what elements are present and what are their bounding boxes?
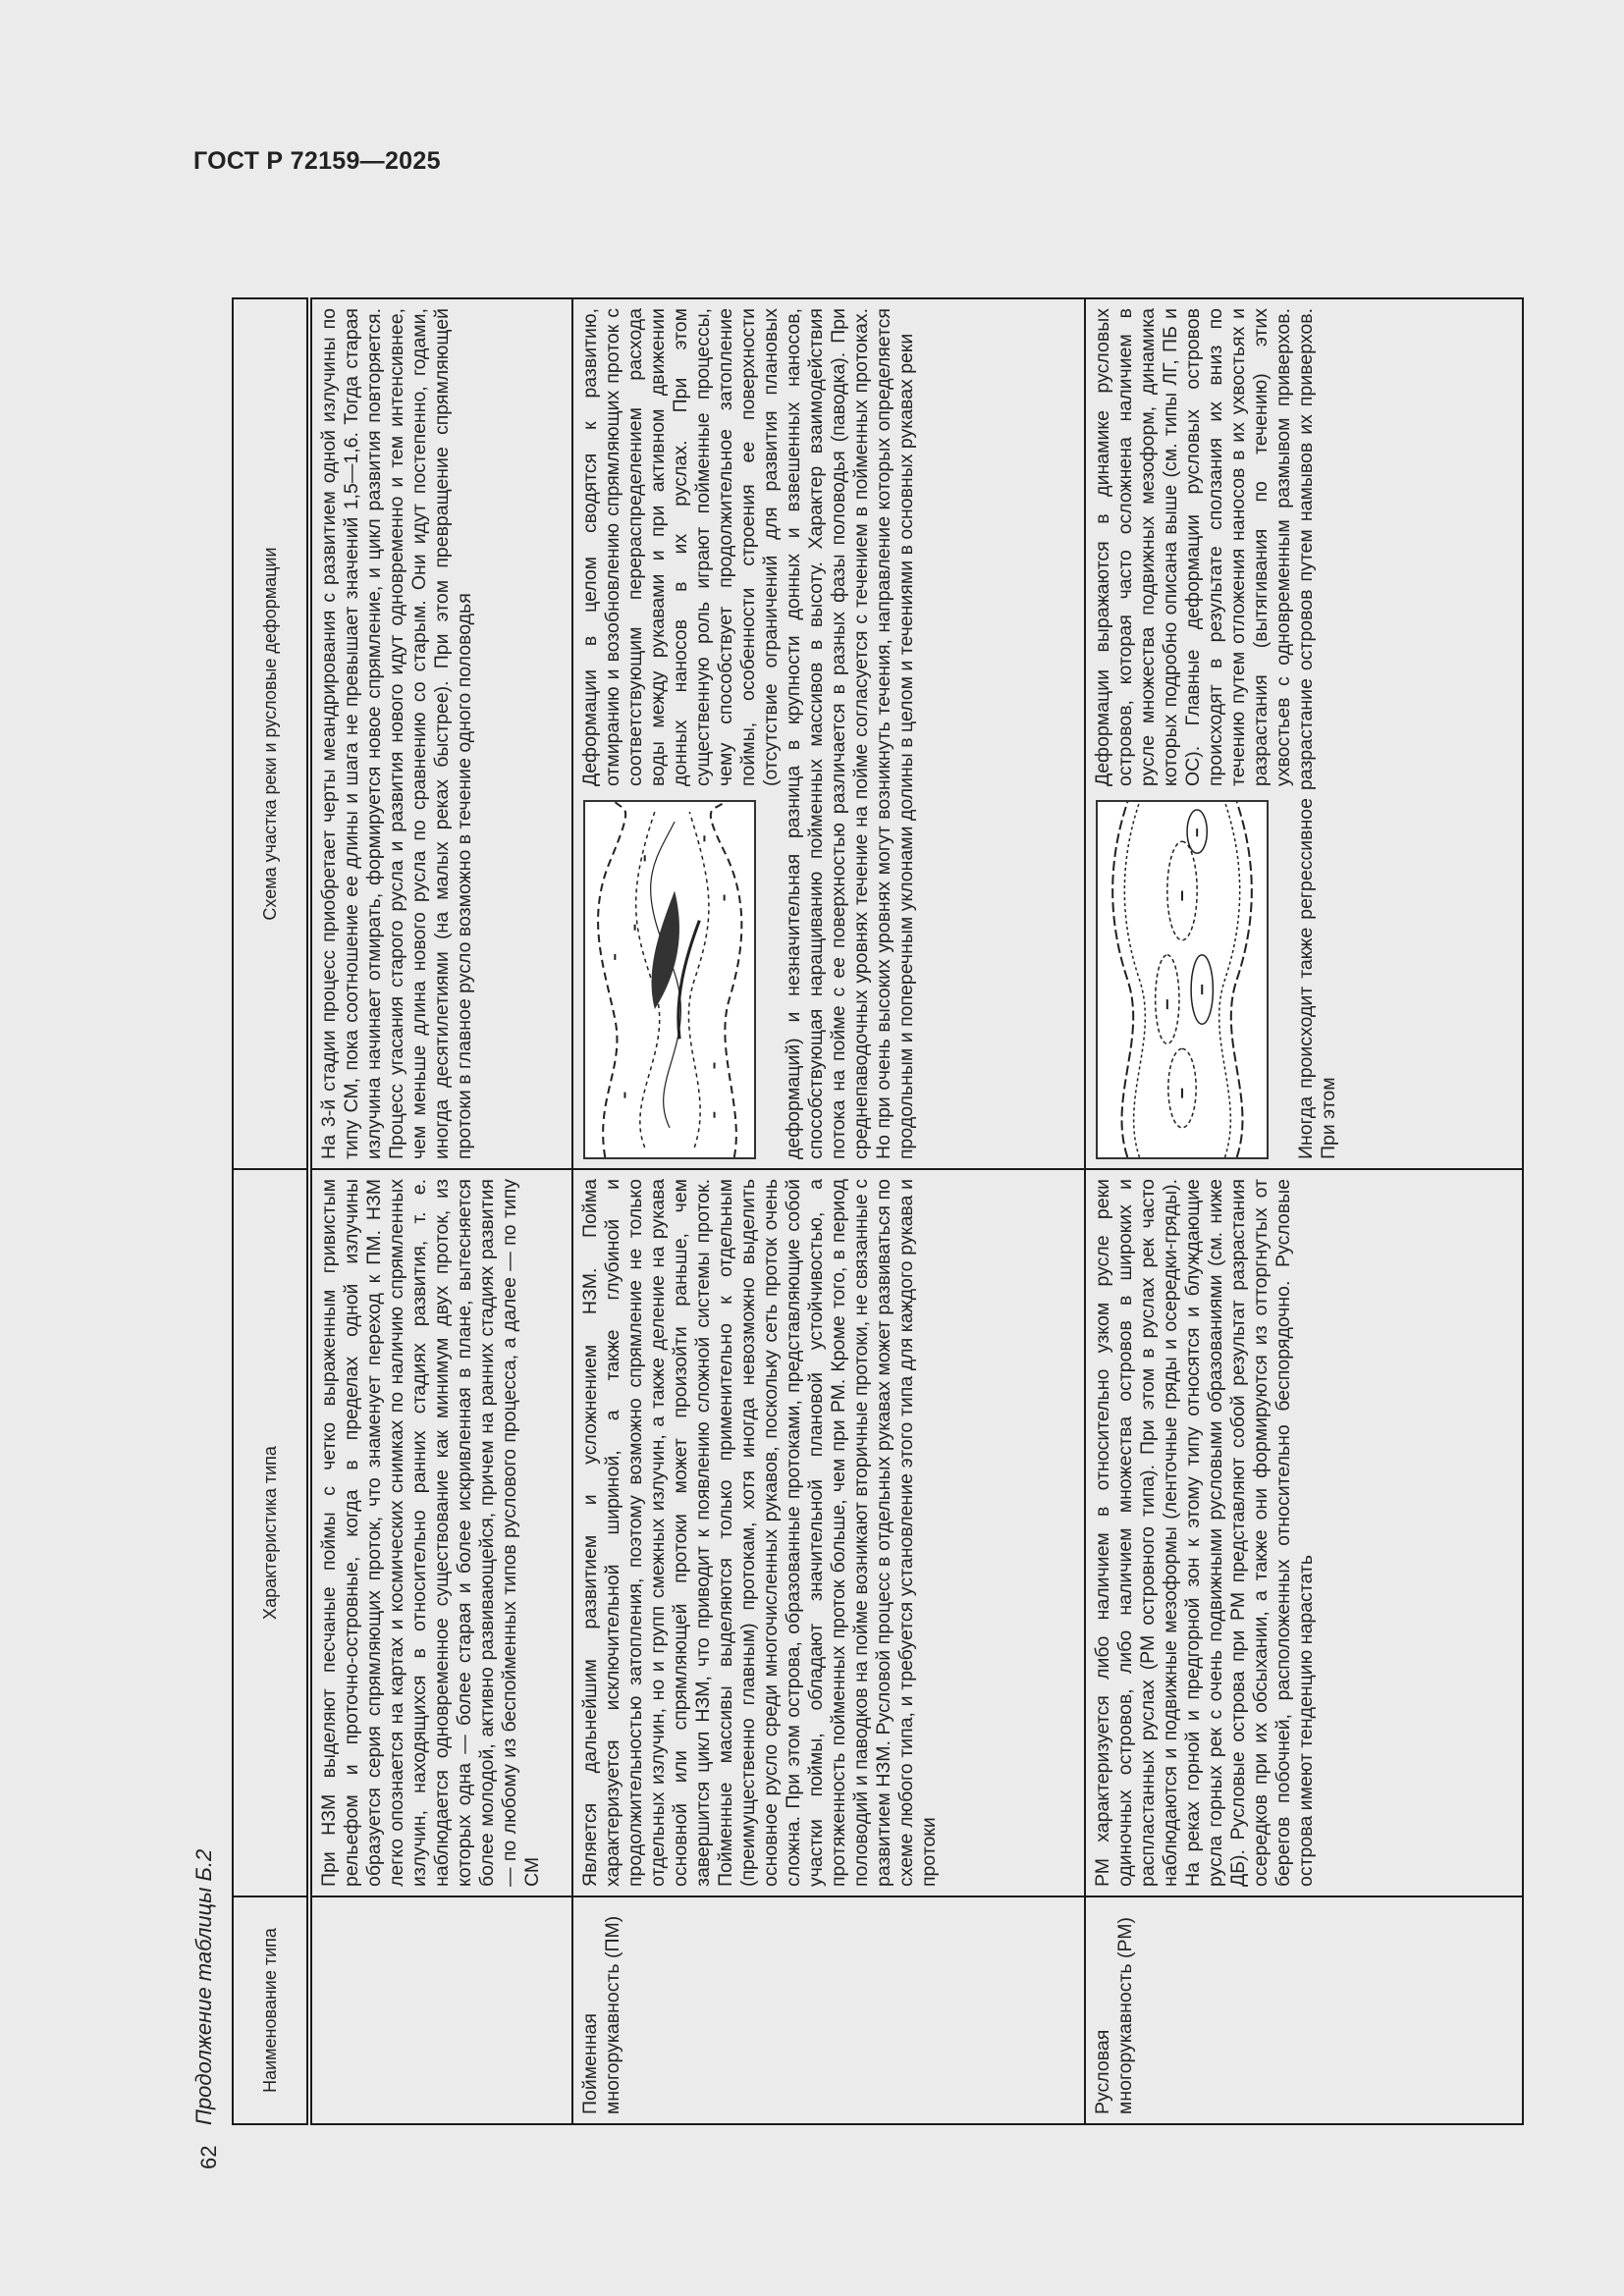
rotated-page-content bbox=[177, 177, 1512, 2169]
type-name-cell: Русловая многорукавность (РМ) bbox=[1085, 1896, 1523, 2124]
type-characteristic-cell: РМ характеризуется либо наличием в относительно узком русле реки одиночных островов, либо наличием множества островов в широких и распластанных руслах (РМ островного типа). При этом в руслах рек часто наблюдаются и подвижные мезоформы (ленточные гряды и осередки-гряды). На реках горной и предгорной зон к этому типу относятся и блуждающие русла горных рек с очень подвижными русловыми образованиями (см. ниже ДБ). Русловые острова при РМ представляют собой результат разрастания осередков при их обсыхании, а также они формируются из отторгнутых от берегов побочней, расположенных относительно беспорядочно. Русловые острова имеют тенденцию нарастать bbox=[1085, 1169, 1523, 1896]
table-continuation-caption: Продолжение таблицы Б.2 bbox=[191, 1848, 216, 2125]
floodplain-multichannel-scheme-figure bbox=[583, 800, 756, 1159]
header-type-characteristic: Характеристика типа bbox=[233, 1169, 309, 1896]
header-type-name: Наименование типа bbox=[233, 1896, 309, 2124]
type-characteristic-cell: При НЗМ выделяют песчаные поймы с четко выраженным гривистым рельефом и проточно-островные, когда в пределах одной излучины образуется серия спрямляющих проток, что знаменует переход к ПМ. НЗМ легко опознается на картах и космических снимках по наличию спрямленных излучин, находящихся в относительно ранних стадиях развития, т. е. наблюдается одновременное существование как минимум двух проток, из которых одна — более старая и более искривленная в плане, вытесняется более молодой, активно развивающейся, причем на ранних стадиях развития — по любому из беспойменных типов руслового процесса, а далее — по типу СМ bbox=[309, 1169, 572, 1896]
river-types-table bbox=[232, 297, 1524, 2125]
type-characteristic-cell: Является дальнейшим развитием и усложнением НЗМ. Пойма характеризуется исключительной шириной, а также глубиной и продолжительностью затопления, поэтому возможно спрямление не только отдельных излучин, но и групп смежных излучин, а также деление на рукава основной или спрямляющей протоки может произойти раньше, чем завершится цикл НЗМ, что приводит к появлению сложной системы проток. Пойменные массивы выделяются только применительно к отдельным (преимущественно главным) протокам, хотя иногда невозможно выделить основное русло среди многочисленных рукавов, поскольку сеть проток очень сложна. При этом острова, образованные протоками, представляющие собой участки поймы, обладают значительной плановой устойчивостью, а протяженность пойменных проток больше, чем при РМ. Кроме того, в период половодий и паводков на пойме возникают вторичные протоки, не связанные с развитием НЗМ. Русловой процесс в отдельных рукавах может развиваться по схеме любого типа, и требуется установление этого типа для каждого рукава и протоки bbox=[572, 1169, 1085, 1896]
scheme-description: На 3-й стадии процесс приобретает черты меандрирования с развитием одной излучины по типу СМ, пока соотношение ее длины и шага не превышает значений 1,5—1,6. Тогда старая излучина начинает отмирать, формируется новое спрямление, и цикл развития повторяется. Процесс угасания старого русла и развития нового идут одновременно и тем интенсивнее, чем меньше длина нового русла по сравнению со старым. Они идут постепенно, годами, иногда десятилетиями (на малых реках быстрее). При этом превращение спрямляющей протоки в главное русло возможно в течение одного половодья bbox=[318, 308, 475, 1159]
type-name-cell bbox=[309, 1896, 572, 2124]
table-row bbox=[572, 298, 1085, 2124]
header-scheme: Схема участка реки и русловые деформации bbox=[233, 298, 309, 1169]
table-header-row bbox=[233, 298, 309, 2124]
type-name-cell: Пойменная многорукавность (ПМ) bbox=[572, 1896, 1085, 2124]
table-row bbox=[1085, 298, 1523, 2124]
scheme-description: Деформации в целом сводятся к развитию, отмиранию и возобновлению спрямляющих проток с соответствующим перераспределением расхода воды между рукавами и при активном движении донных наносов в их руслах. При этом существенную роль играют пойменные процессы, чему способствует продолжительное затопление поймы, особенности строения ее поверхности (отсутствие ограничений для развития плановых деформаций) и незначительная разница в крупности донных и взвешенных наносов, способствующая наращиванию пойменных массивов в высоту. Характер взаимодействия потока на пойме с ее поверхностью различается в разных фазы половодья (паводка). При среднепаводочных уровнях течение на пойме согласуется с течением в пойменных протоках. Но при очень высоких уровнях могут возникнуть течения, направление которых определяется продольным и поперечным уклонами долины в целом и течениями в основных рукавах реки bbox=[579, 308, 917, 1159]
scheme-cell bbox=[1085, 298, 1523, 1169]
scheme-cell bbox=[572, 298, 1085, 1169]
scheme-cell bbox=[309, 298, 572, 1169]
standard-designation: ГОСТ Р 72159—2025 bbox=[193, 147, 441, 175]
page-number: 62 bbox=[196, 2145, 221, 2169]
table-row bbox=[309, 298, 572, 2124]
channel-multichannel-scheme-figure bbox=[1096, 800, 1269, 1159]
scheme-description: Деформации выражаются в динамике русловых островов, которая часто осложнена наличием в русле множества подвижных мезоформ, динамика которых подробно описана выше (см. типы ЛГ, ПБ и ОС). Главные деформации русловых островов происходят в результате сползания их вниз по течению путем отложения наносов в их ухвостьях и разрастания (вытягивания по течению) этих ухвостьев с одновременным размывом приверхов. Иногда происходит также регрессивное разрастание островов путем намывов их приверхов. При этом bbox=[1092, 308, 1339, 1159]
